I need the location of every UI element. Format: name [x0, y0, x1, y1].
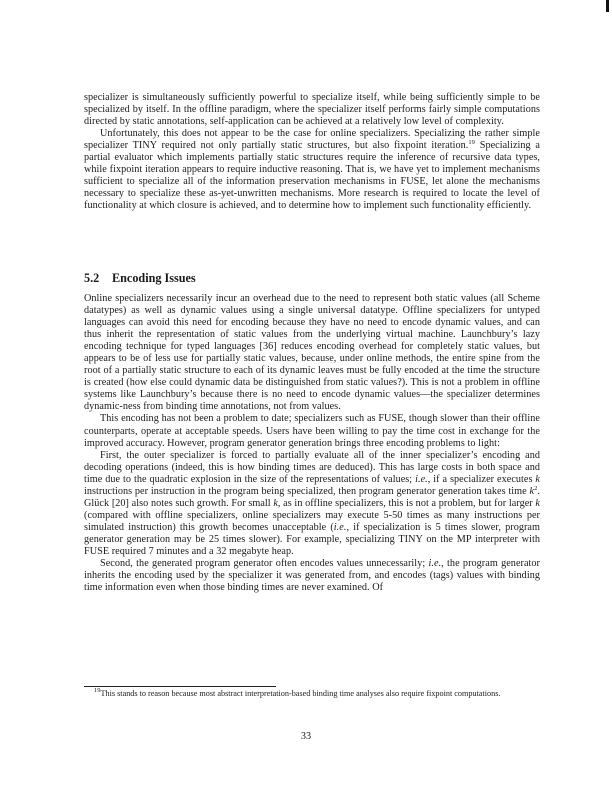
section-number: 5.2	[84, 271, 100, 285]
paragraph-text: instructions per instruction in the program being specialized, then program generator generation takes time	[84, 485, 530, 497]
paragraph-text: Second, the generated program generator often encodes values unnecessarily;	[100, 558, 429, 570]
paragraph: Online specializers necessarily incur an overhead due to the need to represent both static values (all Scheme datatypes) as well as dynamic values using a single universal datatype. Offline specializers for untyped languages can avoid this need for encoding because they have no need to encode dynamic values, and can thus inherit the representation of static values from the underlying virtual machine. Launchbury’s lazy encoding technique for typed languages [36] reduces encoding overhead for completely static values, but appears to be of less use for partially static values, because, under online methods, the entire spine from the root of a partially static structure to each of its dynamic leaves must be fully encoded at the time the structure is created (how else could dynamic data be distinguished from static values?). This is not a problem in offline systems like Launchbury’s because there is no need to encode dynamic values—the specializer determines dynamic-ness from binding time annotations, not from values.	[84, 293, 540, 413]
section-title: Encoding Issues	[112, 271, 196, 285]
footnote-ref[interactable]: 19	[468, 139, 475, 147]
paragraph: specializer is simultaneously sufficiently powerful to specialize itself, while being sufficiently simple to be specialized by itself. In the offline paradigm, where the specializer itself performs fairly simple computations directed by static annotations, self-application can be achieved at a relatively low level of complexity.	[84, 92, 540, 128]
paragraph-text: , as in offline specializers, this is not a problem, but for larger	[277, 497, 536, 509]
paragraph-text: (compared with offline specializers, online specializers may execute 5-50 times as many instructions per simulated instruction) this growth becomes unacceptable (	[84, 509, 540, 533]
section-heading	[84, 271, 540, 286]
paragraph-text: First, the outer specializer is forced to partially evaluate all of the inner specializer’s encoding and decoding operations (indeed, this is how binding times are deduced). This has large costs in both space and time due to the quadratic explosion in the size of the representations of values;	[84, 449, 540, 485]
scan-corner-mark	[606, 0, 609, 12]
emphasis-text: k	[535, 473, 540, 485]
emphasis-text: i.e.	[415, 473, 428, 485]
emphasis-text: k	[535, 497, 540, 509]
paragraph-text: . Glück [20] also notes such growth. For small	[84, 485, 540, 509]
footnote-body: This stands to reason because most abstract interpretation-based binding time analyses also require fixpoint computations.	[100, 689, 501, 698]
footnote-rule	[84, 686, 276, 687]
emphasis-text: k	[273, 497, 278, 509]
paragraph: This encoding has not been a problem to date; specializers such as FUSE, though slower than their offline counterparts, operate at acceptable speeds. Users have been willing to pay the time cost in exchange for the improved accuracy. However, program generator generation brings three encoding problems to light:	[84, 413, 540, 449]
paragraph	[84, 128, 540, 212]
body-text-top	[84, 92, 540, 212]
footnote-mark: 19	[94, 687, 101, 694]
paragraph-text: Specializing a partial evaluator which implements partially static structures require the inference of recursive data types, while fixpoint iteration appears to require inductive reasoning. That is, we have yet to implement mechanisms sufficient to specialize all of the information preservation mechanisms in FUSE, let alone the mechanisms necessary to specialize these as-yet-unwritten mechanisms. More research is required to locate the level of functionality at which closure is achieved, and to determine how to implement such functionality efficiently.	[84, 140, 540, 212]
page-number: 33	[300, 731, 312, 742]
footnote-text	[84, 689, 540, 700]
paragraph	[84, 450, 540, 558]
paragraph	[84, 558, 540, 594]
footnote	[84, 689, 540, 700]
paragraph-text: , if specialization is 5 times slower, program generator generation may be 25 times slower). For example, specializing TINY on the MP interpreter with FUSE required 7 minutes and a 32 megabyte heap.	[84, 521, 540, 557]
emphasis-text: i.e.	[333, 521, 347, 533]
paragraph-text: , if a specializer executes	[427, 473, 536, 485]
paragraph-text: Unfortunately, this does not appear to be the case for online specializers. Specializing the rather simple specializer TINY required not only partially static structures, but also fixpoint iteration.	[84, 128, 540, 152]
body-text-section	[84, 293, 540, 594]
emphasis-text: i.e.	[428, 558, 442, 570]
emphasis-text: k	[529, 485, 535, 497]
superscript: 2	[534, 484, 538, 492]
paragraph-text: , the program generator inherits the encoding used by the specializer it was generated from, and encodes (tags) values with binding time information even when those binding times are never examined. Of	[84, 558, 540, 594]
